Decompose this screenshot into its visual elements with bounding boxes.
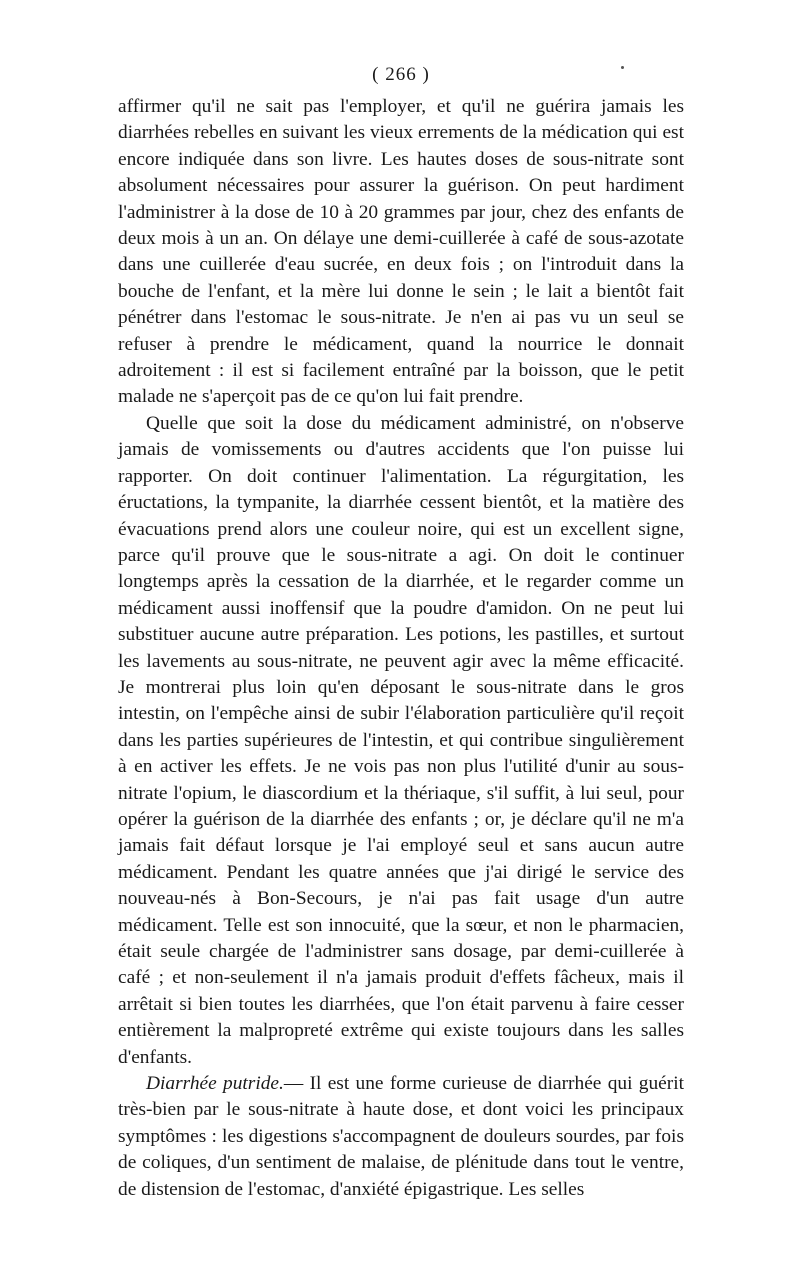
section-run-in-heading: Diarrhée putride. (146, 1073, 284, 1095)
paragraph-dose-effects (118, 411, 684, 1071)
page-number: ( 266 ) (372, 64, 430, 85)
paragraph-text: Quelle que soit la dose du médicament administré, on n'observe jamais de vomissements ou d'autres accidents que l'on puisse lui rapporter. On doit continuer l'alimentation. La régurgitation, les éructations, la tympanite, la diarrhée cessent bientôt, et la matière des évacuations prend alors une couleur noire, qui est un excellent signe, parce qu'il prouve que le sous-nitrate a agi. On doit le continuer longtemps après la cessation de la diarrhée, et le regarder comme un médicament aussi inoffensif que la poudre d'amidon. On ne peut lui substituer aucune autre préparation. Les potions, les pastilles, et surtout les lavements au sous-nitrate, ne peuvent agir avec la même efficacité. Je montrerai plus loin qu'en déposant le sous-nitrate dans le gros intestin, on l'empêche ainsi de subir l'élaboration particulière qu'il reçoit dans les parties supérieures de l'intestin, et qui contribue singulièrement à en activer les effets. Je ne vois pas non plus l'utilité d'unir au sous-nitrate l'opium, le diascordium et la thériaque, s'il suffit, à lui seul, pour opérer la guérison de la diarrhée des enfants ; or, je déclare qu'il ne m'a jamais fait défaut lorsque je l'ai employé seul et sans aucun autre médicament. Pendant les quatre années que j'ai dirigé le service des nouveau-nés à Bon-Secours, je n'ai pas fait usage d'un autre médicament. Telle est son innocuité, que la sœur, et non le pharmacien, était seule chargée de l'administrer sans dosage, par demi-cuillerée à café ; et non-seulement il n'a jamais produit d'effets fâcheux, mais il arrêtait si bien toutes les diarrhées, que l'on était parvenu à faire cesser entièrement la malpropreté extrême qui existe toujours dans les salles d'enfants. (118, 412, 684, 1068)
paragraph-text: — Il est une forme curieuse de diarrhée qui guérit très-bien par le sous-nitrate à haute dose, et dont voici les principaux symptômes : les digestions s'accompagnent de douleurs sourdes, par fois de coliques, d'un sentiment de malaise, de plénitude dans tout le ventre, de distension de l'estomac, d'anxiété épigastrique. Les selles (118, 1073, 684, 1200)
paragraph-continuation (118, 94, 684, 411)
paragraph-text: affirmer qu'il ne sait pas l'employer, et qu'il ne guérira jamais les diarrhées rebelles en suivant les vieux errements de la médication qui est encore indiquée dans son livre. Les hautes doses de sous-nitrate sont absolument nécessaires pour assurer la guérison. On peut hardiment l'administrer à la dose de 10 à 20 grammes par jour, chez des enfants de deux mois à un an. On délaye une demi-cuillerée à café de sous-azotate dans une cuillerée d'eau sucrée, en deux fois ; on l'introduit dans la bouche de l'enfant, et la mère lui donne le sein ; le lait a bientôt fait pénétrer dans l'estomac le sous-nitrate. Je n'en ai pas vu un seul se refuser à prendre le médicament, quand la nourrice le donnait adroitement : il est si facilement entraîné par la boisson, que le petit malade ne s'aperçoit pas de ce qu'on lui fait prendre. (118, 96, 684, 408)
paragraph-diarrhee-putride (118, 1071, 684, 1203)
book-page (118, 62, 684, 1203)
